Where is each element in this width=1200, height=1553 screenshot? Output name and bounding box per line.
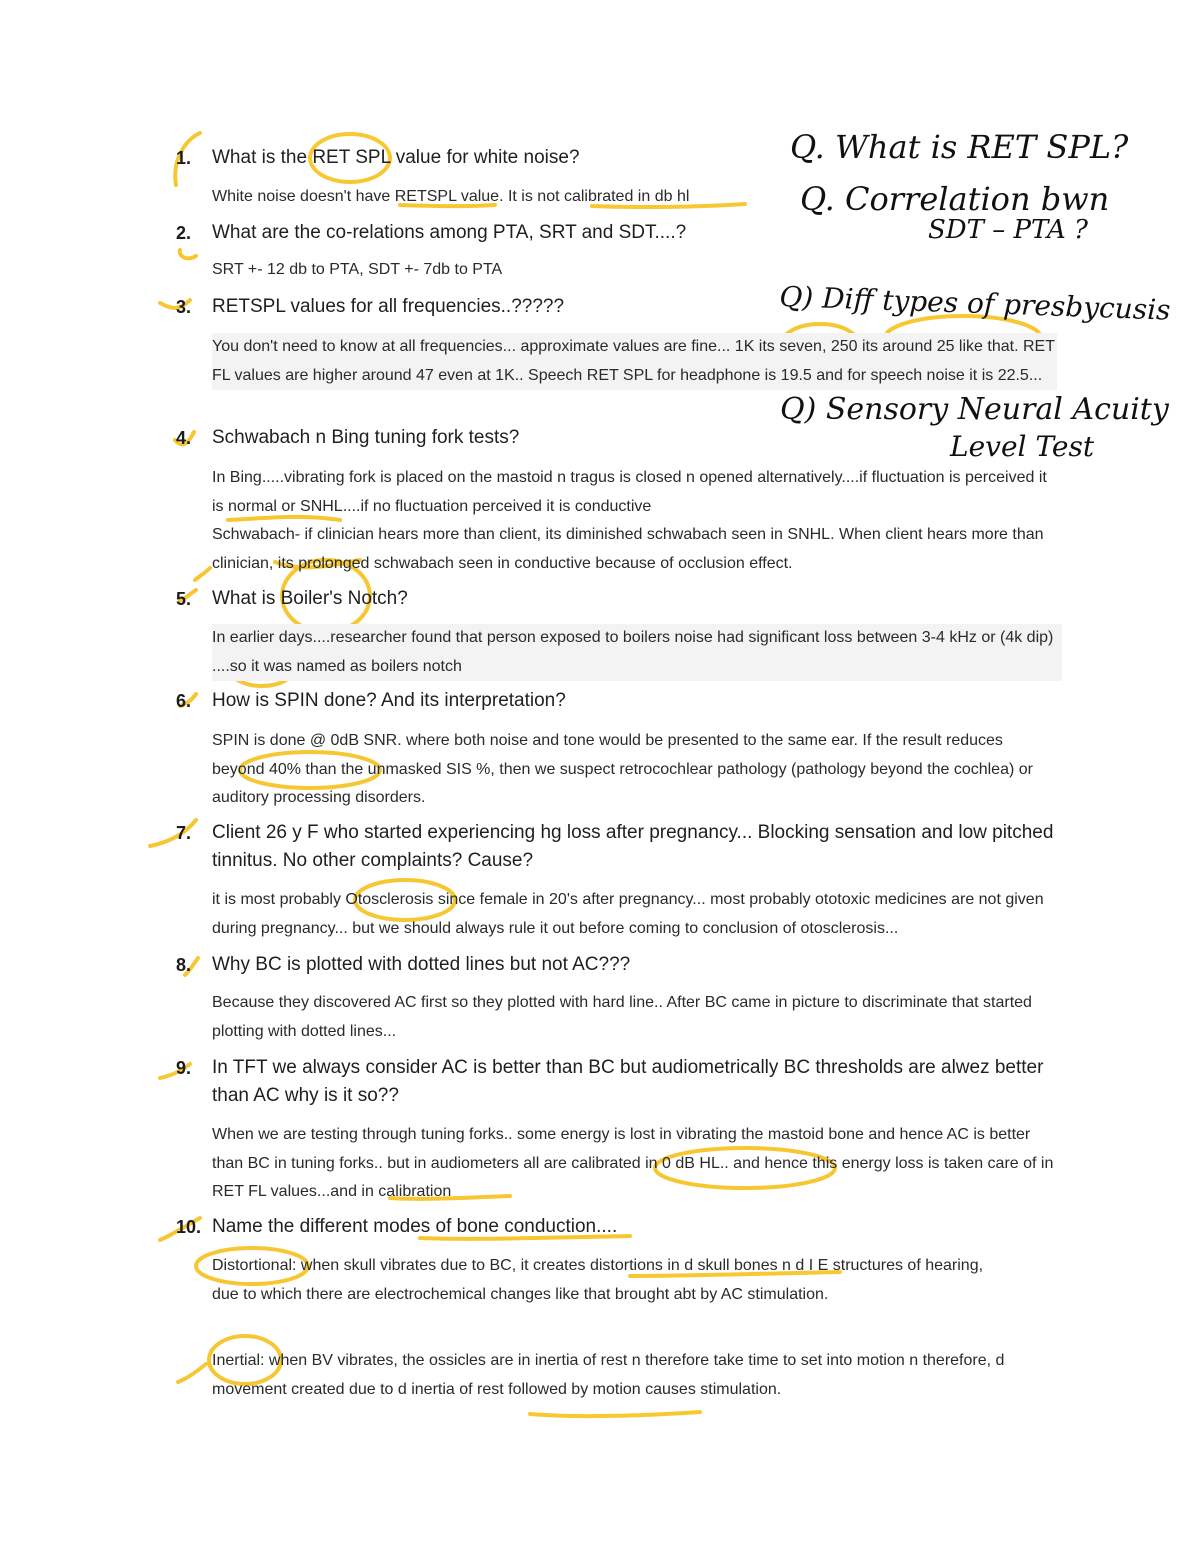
question-number: 10. xyxy=(176,1217,202,1237)
handwritten-note: Q) Diff types of presbycusis xyxy=(778,280,1172,327)
question-text: Why BC is plotted with dotted lines but not AC??? xyxy=(212,954,631,975)
question-text: In TFT we always consider AC is better than BC but audiometrically BC thresholds are alwez better than AC why is it so?? xyxy=(212,1057,1044,1106)
question-text: RETSPL values for all frequencies..????? xyxy=(212,296,565,317)
handwritten-note: SDT – PTA ? xyxy=(928,215,1088,245)
answer-text: When we are testing through tuning forks.. some energy is lost in vibrating the mastoid bone and hence AC is better than BC in tuning forks.. but in audiometers all are calibrated in 0 dB HL.. and hence this energy loss is taken care of in RET FL values...and in calibration xyxy=(212,1126,1054,1200)
question-number: 3. xyxy=(176,297,192,317)
question-text: What is Boiler's Notch? xyxy=(212,588,408,609)
answer-text: In Bing.....vibrating fork is placed on the mastoid n tragus is closed n opened alternatively....if fluctuation is perceived it is normal or SNHL....if no fluctuation perceived it is conductive xyxy=(212,469,1047,515)
question-number: 7. xyxy=(176,823,192,843)
question-text: Schwabach n Bing tuning fork tests? xyxy=(212,427,520,448)
question-number: 8. xyxy=(176,955,192,975)
handwritten-note: Q. Correlation bwn xyxy=(800,180,1110,218)
question-number: 6. xyxy=(176,691,192,711)
answer-text: In earlier days....researcher found that person exposed to boilers noise had significant loss between 3-4 kHz or (4k dip) ....so it was named as boilers notch xyxy=(212,624,1062,681)
question-number: 5. xyxy=(176,589,192,609)
question-number: 2. xyxy=(176,223,192,243)
answer-text-2: Schwabach- if clinician hears more than client, its diminished schwabach seen in SNHL. When client hears more than clinician, its prolonged schwabach seen in conductive because of occlusion effect. xyxy=(212,526,1044,572)
question-text: How is SPIN done? And its interpretation? xyxy=(212,690,566,711)
answer-text: White noise doesn't have RETSPL value. It is not calibrated in db hl xyxy=(212,188,690,205)
answer-text: SRT +- 12 db to PTA, SDT +- 7db to PTA xyxy=(212,261,503,278)
handwritten-note: Q. What is RET SPL? xyxy=(790,128,1129,166)
question-number: 4. xyxy=(176,428,192,448)
question-text: Name the different modes of bone conduction.... xyxy=(212,1216,618,1237)
answer-text-2: Inertial: when BV vibrates, the ossicles are in inertia of rest n therefore take time to set into motion n therefore, d movement created due to d inertia of rest followed by motion causes stimulation. xyxy=(212,1352,1005,1398)
answer-text: You don't need to know at all frequencies... approximate values are fine... 1K its seven, 250 its around 25 like that. RET FL values are higher around 47 even at 1K.. Speech RET SPL for headphone is 19.5 and for speech noise it is 22.5... xyxy=(212,333,1057,390)
question-text: Client 26 y F who started experiencing hg loss after pregnancy... Blocking sensation and low pitched tinnitus. No other complaints? Cause? xyxy=(212,822,1054,871)
handwritten-note: Level Test xyxy=(950,430,1095,463)
answer-text: Because they discovered AC first so they plotted with hard line.. After BC came in picture to discriminate that started plotting with dotted lines... xyxy=(212,994,1032,1040)
answer-text: it is most probably Otosclerosis since female in 20's after pregnancy... most probably ototoxic medicines are not given during pregnancy... but we should always rule it out before coming to conclusion of otosclerosis... xyxy=(212,891,1044,937)
question-number: 9. xyxy=(176,1058,192,1078)
answer-text: Distortional: when skull vibrates due to BC, it creates distortions in d skull bones n d I E structures of hearing, due to which there are electrochemical changes like that brought abt by AC stimulation. xyxy=(212,1257,984,1303)
question-number: 1. xyxy=(176,148,192,168)
handwritten-note: Q) Sensory Neural Acuity xyxy=(780,392,1169,427)
question-text: What is the RET SPL value for white noise? xyxy=(212,147,580,168)
question-text: What are the co-relations among PTA, SRT and SDT....? xyxy=(212,222,687,243)
answer-text: SPIN is done @ 0dB SNR. where both noise and tone would be presented to the same ear. If the result reduces beyond 40% than the unmasked SIS %, then we suspect retrocochlear pathology (pathology beyond the cochlea) or auditory processing disorders. xyxy=(212,732,1033,806)
